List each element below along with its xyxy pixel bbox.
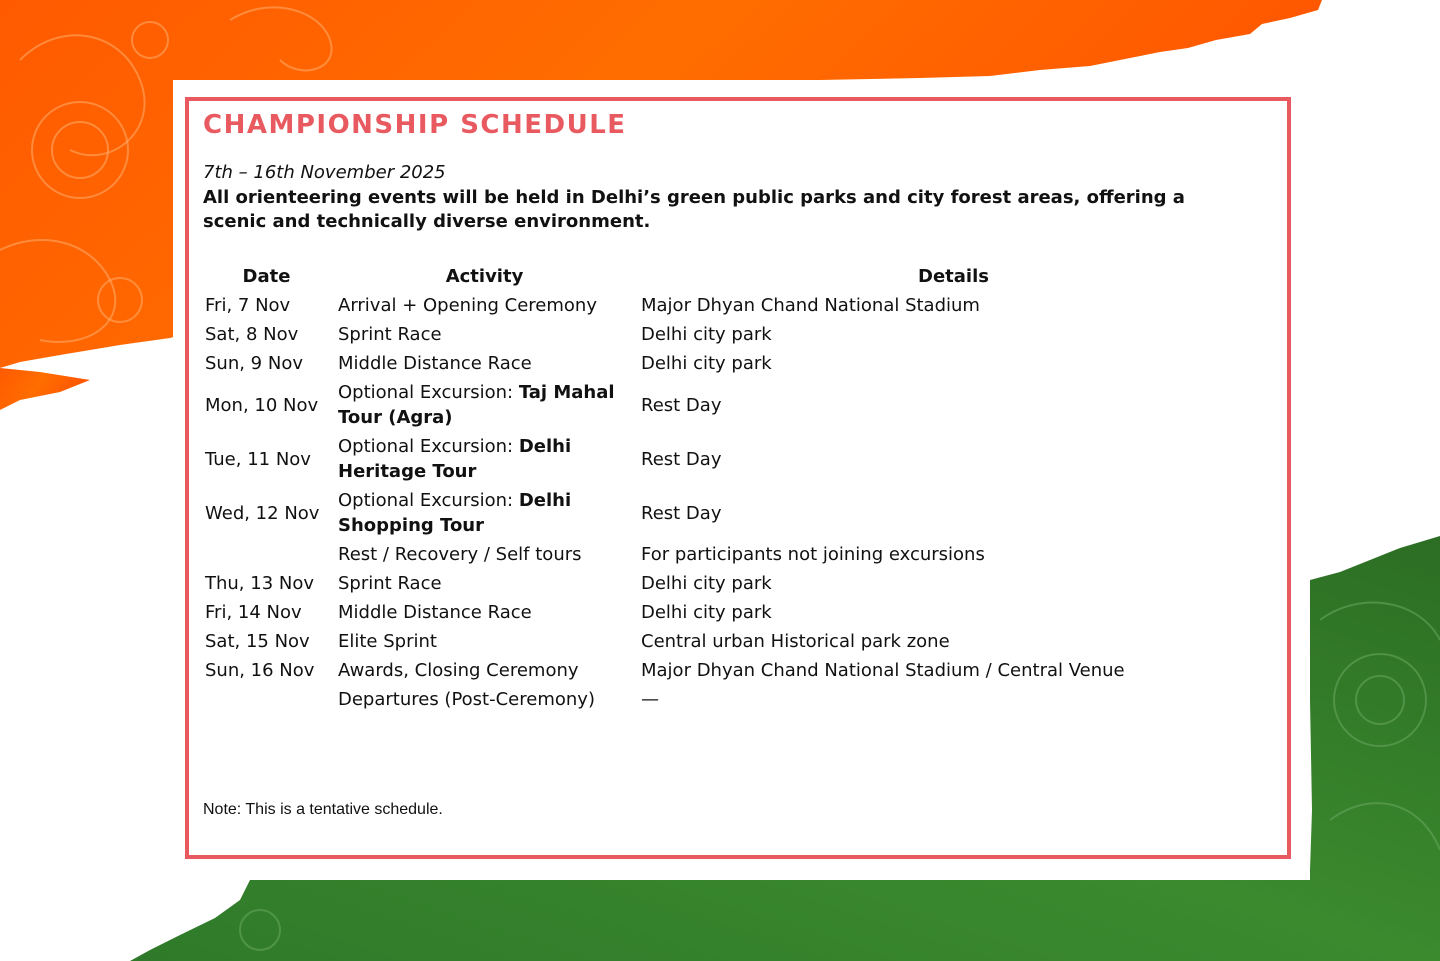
- row-activity: [333, 486, 636, 540]
- row-details: Rest Day: [641, 394, 722, 416]
- row-date: Mon, 10 Nov: [205, 394, 319, 416]
- row-activity-text: Middle Distance Race: [338, 602, 532, 623]
- table-row: [200, 656, 1271, 685]
- row-details: Delhi city park: [641, 324, 772, 345]
- schedule-table: [200, 261, 1271, 714]
- row-details: Delhi city park: [641, 573, 772, 594]
- row-date: [200, 540, 333, 569]
- row-details: Delhi city park: [641, 353, 772, 374]
- row-activity: [333, 627, 636, 656]
- row-activity: [333, 656, 636, 685]
- table-row: [200, 291, 1271, 320]
- details-column-header: Details: [918, 265, 989, 287]
- row-activity-text: Optional Excursion:: [338, 490, 519, 511]
- table-row: [200, 320, 1271, 349]
- row-date: Fri, 7 Nov: [205, 295, 291, 316]
- row-activity-text: Optional Excursion:: [338, 436, 519, 457]
- row-activity-text: Middle Distance Race: [338, 353, 532, 374]
- row-activity: [333, 349, 636, 378]
- row-date: Thu, 13 Nov: [205, 573, 315, 594]
- row-activity-highlight: Delhi Shopping Tour: [338, 490, 572, 536]
- row-activity-text: Awards, Closing Ceremony: [338, 660, 579, 681]
- row-activity-text: Sprint Race: [338, 573, 442, 594]
- row-date: Wed, 12 Nov: [205, 502, 320, 524]
- row-date: Sat, 15 Nov: [205, 631, 310, 652]
- row-activity: [333, 685, 636, 714]
- row-date: [200, 685, 333, 714]
- row-activity-text: Elite Sprint: [338, 631, 437, 652]
- date-column-header: Date: [242, 265, 291, 287]
- row-activity-text: Optional Excursion:: [338, 382, 519, 403]
- row-activity: [333, 378, 636, 432]
- row-activity-text: Arrival + Opening Ceremony: [338, 295, 597, 316]
- table-row: [200, 540, 1271, 569]
- page-title: CHAMPIONSHIP SCHEDULE: [203, 110, 627, 140]
- row-details: Major Dhyan Chand National Stadium / Central Venue: [641, 660, 1125, 681]
- row-activity-highlight: Taj Mahal Tour (Agra): [338, 382, 615, 428]
- row-details: Delhi city park: [641, 602, 772, 623]
- row-date: Sun, 16 Nov: [205, 660, 315, 681]
- row-details: Rest Day: [641, 502, 722, 524]
- row-details: For participants not joining excursions: [641, 544, 985, 565]
- row-details: Rest Day: [641, 448, 722, 470]
- row-activity-highlight: Delhi Heritage Tour: [338, 436, 572, 482]
- row-details: Major Dhyan Chand National Stadium: [641, 295, 980, 316]
- row-date: Sat, 8 Nov: [205, 324, 299, 345]
- table-row: [200, 685, 1271, 714]
- table-row: [200, 627, 1271, 656]
- row-activity-text: Departures (Post-Ceremony): [338, 689, 595, 710]
- row-activity: [333, 320, 636, 349]
- row-activity-text: Sprint Race: [338, 324, 442, 345]
- row-activity: [333, 291, 636, 320]
- table-row: [200, 378, 1271, 432]
- table-row: [200, 432, 1271, 486]
- row-activity: [333, 432, 636, 486]
- footnote: Note: This is a tentative schedule.: [203, 801, 443, 818]
- table-row: [200, 569, 1271, 598]
- row-activity: [333, 540, 636, 569]
- table-row: [200, 486, 1271, 540]
- table-row: [200, 349, 1271, 378]
- row-activity-text: Rest / Recovery / Self tours: [338, 544, 582, 565]
- row-details: Central urban Historical park zone: [641, 631, 950, 652]
- event-dates: 7th – 16th November 2025: [203, 162, 446, 183]
- row-details: —: [641, 689, 659, 710]
- intro-text: All orienteering events will be held in Delhi’s green public parks and city forest areas, offering a scenic and technically diverse environment.: [203, 187, 1185, 232]
- table-row: [200, 598, 1271, 627]
- activity-column-header: Activity: [445, 265, 524, 287]
- row-activity: [333, 569, 636, 598]
- row-activity: [333, 598, 636, 627]
- table-header-row: [200, 261, 1271, 291]
- row-date: Tue, 11 Nov: [205, 448, 311, 470]
- row-date: Fri, 14 Nov: [205, 602, 302, 623]
- row-date: Sun, 9 Nov: [205, 353, 303, 374]
